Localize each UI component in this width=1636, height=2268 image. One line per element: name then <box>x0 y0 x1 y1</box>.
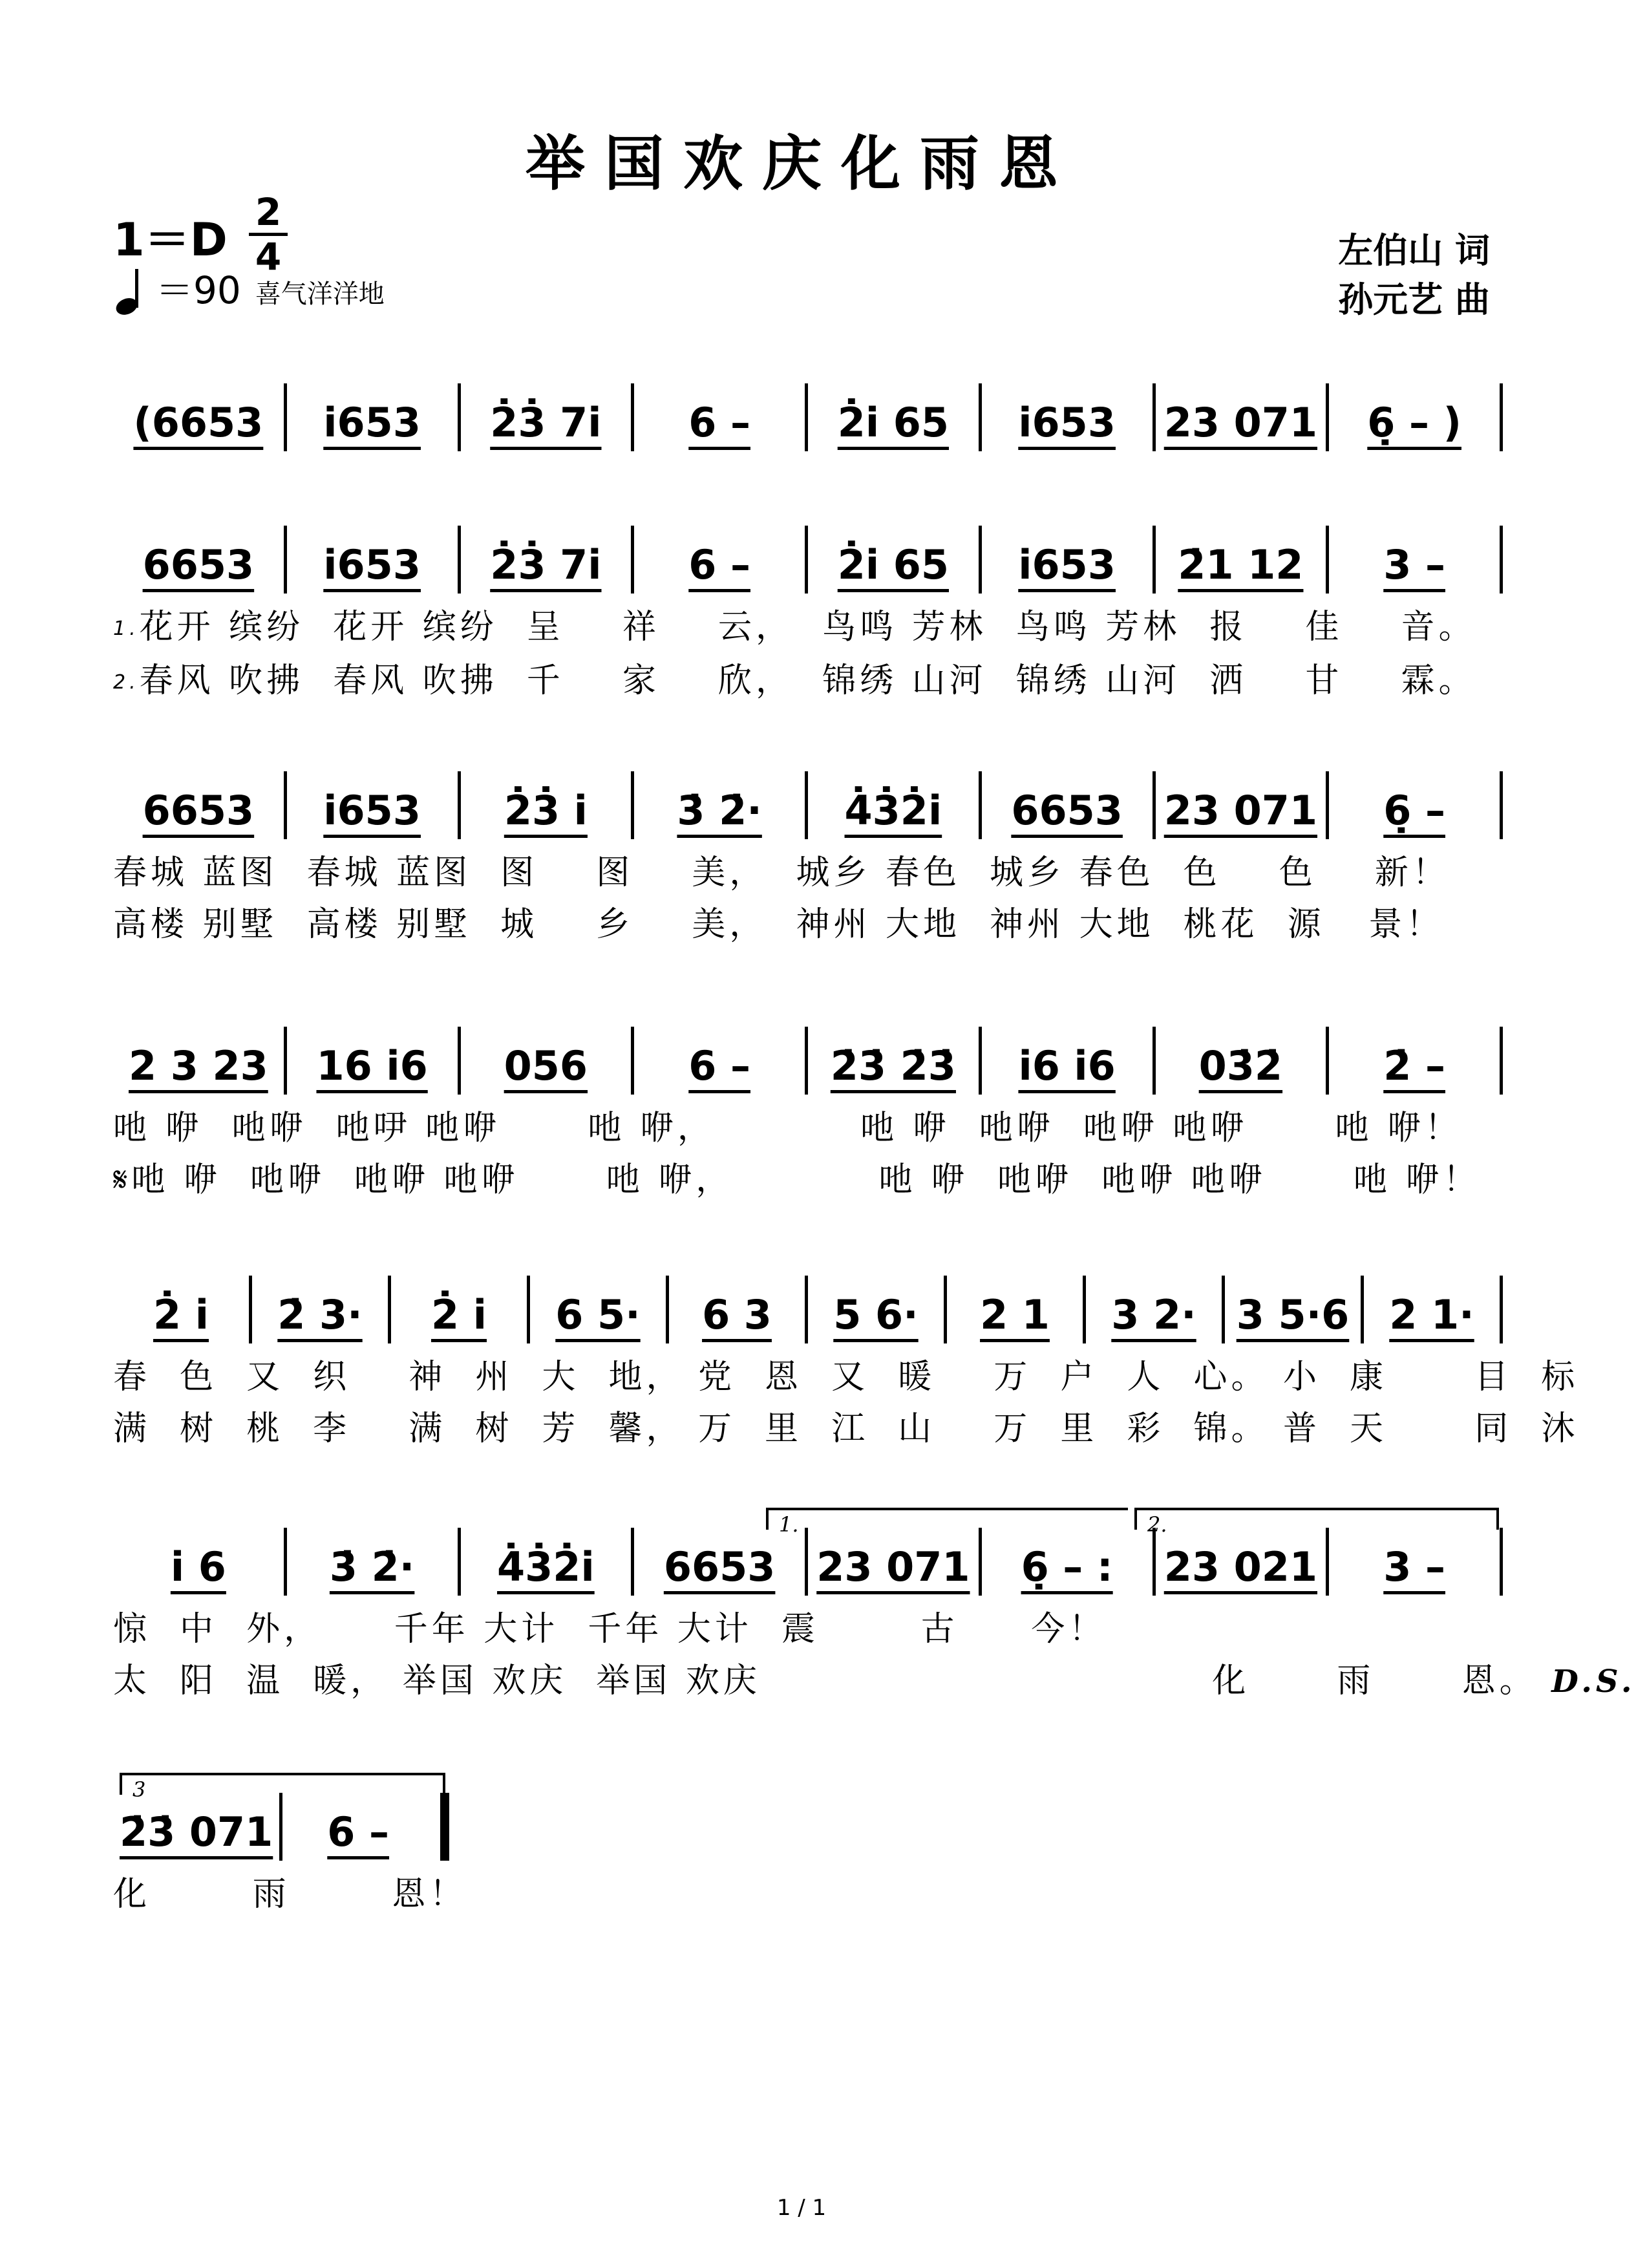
barline-end <box>1500 771 1503 839</box>
measure-notes: 6̣ – : <box>1021 1543 1113 1590</box>
measure <box>113 763 284 847</box>
verse-number: 𝄋 <box>113 1161 132 1199</box>
measure <box>287 1018 458 1102</box>
staff-line <box>113 1018 1503 1102</box>
meter-bottom: 4 <box>255 235 282 279</box>
system-1 <box>113 375 1503 459</box>
measure-notes: 3̇ 2̇· <box>329 1543 415 1590</box>
measure-notes: i653 <box>1018 399 1116 446</box>
measure-notes: 2̇3̇ i <box>504 787 588 834</box>
lyric-line <box>113 1603 1503 1655</box>
measure <box>391 1267 527 1351</box>
measure-notes: 2̇i 65 <box>837 399 949 446</box>
lyric-text: 吔 咿 吔咿 吔咿 吔咿 吔 咿， 吔 咿 吔咿 吔咿 吔咿 吔 咿！ <box>131 1161 1481 1199</box>
staff-line <box>113 375 1503 459</box>
measure <box>808 517 979 601</box>
lyric-text: 春城 蓝图 春城 蓝图 图 图 美， 城乡 春色 城乡 春色 色 色 新！ <box>113 853 1450 892</box>
measure-notes: 6653 <box>142 787 255 834</box>
measure-notes: 03̇2̇ <box>1198 1042 1283 1089</box>
measure-notes: 2̇3̇ 7i <box>490 399 602 446</box>
measure <box>287 763 458 847</box>
measure <box>530 1267 666 1351</box>
measure <box>982 375 1153 459</box>
measure <box>461 763 632 847</box>
measure-notes: 6 – <box>688 541 750 588</box>
measure <box>947 1267 1083 1351</box>
lyric-text: 满 树 桃 李 满 树 芳 馨， 万 里 江 山 万 里 彩 锦。 普 天 同 沐 <box>113 1409 1579 1448</box>
measure <box>1156 1519 1326 1603</box>
measure-notes: i653 <box>323 787 421 834</box>
barline-end <box>1500 1276 1503 1343</box>
measure <box>982 1018 1153 1102</box>
lyric-line <box>113 1868 467 1920</box>
measure-notes: 6653 <box>142 541 255 588</box>
measure <box>1156 1018 1326 1102</box>
measure-notes: 2̇i 65 <box>837 541 949 588</box>
meter-top: 2 <box>255 190 282 234</box>
lyric-line <box>113 1102 1503 1154</box>
staff-line <box>113 1267 1503 1351</box>
measure <box>1156 763 1326 847</box>
measure <box>113 517 284 601</box>
key-signature: 1＝D <box>113 213 228 266</box>
measure-notes: 6653 <box>1011 787 1123 834</box>
measure <box>1329 763 1500 847</box>
barline-end <box>1500 383 1503 451</box>
measure-notes: 4̇3̇2̇i <box>844 787 942 834</box>
lyric-text: 春风 吹拂 春风 吹拂 千 家 欣， 锦绣 山河 锦绣 山河 洒 甘 霖。 <box>139 661 1476 700</box>
measure-notes: 056 <box>504 1042 588 1089</box>
verse-number: 2. <box>113 671 140 694</box>
measure-notes: 2̇ i <box>153 1291 209 1338</box>
lyric-line <box>113 1403 1579 1455</box>
measure-notes: 6653 <box>663 1543 776 1590</box>
tempo-value: ＝90 <box>156 268 241 312</box>
measure-notes: 23 071 <box>816 1543 970 1590</box>
measure <box>634 375 805 459</box>
measure <box>1225 1267 1361 1351</box>
measure <box>1329 517 1500 601</box>
measure <box>634 1018 805 1102</box>
measure <box>113 1519 284 1603</box>
measure <box>634 517 805 601</box>
measure-notes: i6 i6 <box>1018 1042 1116 1089</box>
measure-notes: 5 6· <box>833 1291 919 1338</box>
measure-notes: i653 <box>323 399 421 446</box>
measure-notes: 3 5·6 <box>1236 1291 1350 1338</box>
measure-notes: 16 i6 <box>316 1042 428 1089</box>
measure <box>1156 517 1326 601</box>
measure-notes: 6 – <box>688 399 750 446</box>
lyric-text: 惊 中 外， 千年 大计 千年 大计 震 古 今！ <box>113 1610 1107 1649</box>
tempo-marking <box>113 260 385 314</box>
lyric-text: 高楼 别墅 高楼 别墅 城 乡 美， 神州 大地 神州 大地 桃花 源 景！ <box>113 905 1444 944</box>
system-4 <box>113 1018 1503 1206</box>
measure <box>1156 375 1326 459</box>
lyricist: 左伯山 词 <box>1338 230 1490 271</box>
system-5 <box>113 1267 1579 1455</box>
lyric-text: 吔 咿 吔咿 吔吚 吔咿 吔 咿， 吔 咿 吔咿 吔咿 吔咿 吔 咿！ <box>113 1109 1463 1148</box>
measure-notes: 4̇3̇2̇i <box>497 1543 595 1590</box>
measure-notes: 3 – <box>1383 541 1445 588</box>
measure <box>287 375 458 459</box>
measure-notes: 3 – <box>1383 1543 1445 1590</box>
system-2 <box>113 517 1503 709</box>
measure <box>252 1267 388 1351</box>
measure-notes: 2̇ – <box>1383 1042 1445 1089</box>
measure <box>1364 1267 1500 1351</box>
measure <box>461 1018 632 1102</box>
measure-notes: 2̇ i <box>431 1291 487 1338</box>
barline-end <box>1500 1027 1503 1095</box>
lyric-line <box>113 1154 1503 1206</box>
lyric-text: 春 色 又 织 神 州 大 地， 党 恩 又 暖 万 户 人 心。 小 康 目 标 <box>113 1358 1579 1396</box>
measure-notes: 2̇3̇ 7i <box>490 541 602 588</box>
staff-line <box>113 1512 1503 1603</box>
measure-notes: (6653 <box>133 399 264 446</box>
lyric-text: 太 阳 温 暖， 举国 欢庆 举国 欢庆 化 雨 恩。 <box>113 1662 1537 1700</box>
measure-notes: 2 1· <box>1389 1291 1474 1338</box>
measure-notes: 23 021 <box>1163 1543 1318 1590</box>
measure-notes: 2̇3̇ 071 <box>120 1808 273 1856</box>
lyric-line <box>113 655 1503 709</box>
measure <box>808 375 979 459</box>
measure <box>669 1267 805 1351</box>
measure-notes: 23 071 <box>1163 787 1318 834</box>
measure-notes: 2 3 23 <box>129 1042 268 1089</box>
measure-notes: 3 2· <box>1111 1291 1196 1338</box>
measure <box>808 1519 979 1603</box>
measure-notes: 6̣ – ) <box>1367 399 1461 446</box>
measure-notes: 2̇ 3· <box>277 1291 363 1338</box>
measure-notes: 23 071 <box>1163 399 1318 446</box>
measure-notes: 2̇3̇ 2̇3̇ <box>830 1042 956 1089</box>
staff-line <box>113 763 1503 847</box>
lyric-line <box>113 1351 1579 1403</box>
credits <box>1338 226 1490 325</box>
measure <box>461 375 632 459</box>
volta-first-ending: 1. <box>766 1508 1128 1530</box>
measure-notes: 6 3 <box>702 1291 772 1338</box>
measure <box>1086 1267 1222 1351</box>
staff-line <box>113 1777 449 1868</box>
measure <box>113 375 284 459</box>
measure <box>113 1267 249 1351</box>
measure-notes: 2̇1 12 <box>1178 541 1304 588</box>
barline-end <box>440 1793 449 1861</box>
measure <box>808 763 979 847</box>
measure <box>982 763 1153 847</box>
triplet-bracket: 3 <box>120 1773 445 1795</box>
lyric-line <box>113 899 1503 950</box>
tempo-expression: 喜气洋洋地 <box>255 279 385 309</box>
lyric-line <box>113 847 1503 899</box>
measure-notes: 3̇ 2̇· <box>677 787 762 834</box>
measure-notes: 6̣ – <box>1383 787 1445 834</box>
volta-second-ending: 2. <box>1134 1508 1499 1530</box>
system-3 <box>113 763 1503 950</box>
measure-notes: i653 <box>1018 541 1116 588</box>
system-6 <box>113 1512 1636 1707</box>
verse-number: 1. <box>113 617 140 640</box>
measure <box>1329 375 1500 459</box>
measure-notes: 2 1 <box>980 1291 1050 1338</box>
lyric-line <box>113 1655 1636 1707</box>
measure <box>287 517 458 601</box>
lyric-line <box>113 601 1503 655</box>
measure-notes: 6 – <box>688 1042 750 1089</box>
staff-line <box>113 517 1503 601</box>
measure <box>113 1018 284 1102</box>
lyric-text: 化 雨 恩！ <box>113 1875 467 1914</box>
quarter-note-icon <box>113 269 151 314</box>
measure-notes: i 6 <box>170 1543 226 1590</box>
measure <box>461 517 632 601</box>
measure <box>287 1519 458 1603</box>
page-number: 1 / 1 <box>776 2195 827 2221</box>
song-title: 举国欢庆化雨恩 <box>525 129 1078 198</box>
measure <box>982 517 1153 601</box>
measure <box>982 1519 1153 1603</box>
measure-notes: 6 – <box>327 1808 390 1856</box>
barline-end <box>1500 526 1503 594</box>
measure-notes: 6 5· <box>555 1291 641 1338</box>
composer: 孙元艺 曲 <box>1338 279 1490 320</box>
system-7 <box>113 1777 467 1920</box>
measure <box>461 1519 632 1603</box>
measure <box>634 763 805 847</box>
measure <box>1329 1018 1500 1102</box>
measure <box>808 1018 979 1102</box>
measure <box>808 1267 944 1351</box>
dal-segno-mark: D.S. <box>1536 1664 1636 1700</box>
measure-notes: i653 <box>323 541 421 588</box>
lyric-text: 花开 缤纷 花开 缤纷 呈 祥 云， 鸟鸣 芳林 鸟鸣 芳林 报 佳 音。 <box>139 608 1476 647</box>
barline-end <box>1500 1528 1503 1596</box>
measure <box>282 1784 434 1868</box>
measure <box>1329 1519 1500 1603</box>
